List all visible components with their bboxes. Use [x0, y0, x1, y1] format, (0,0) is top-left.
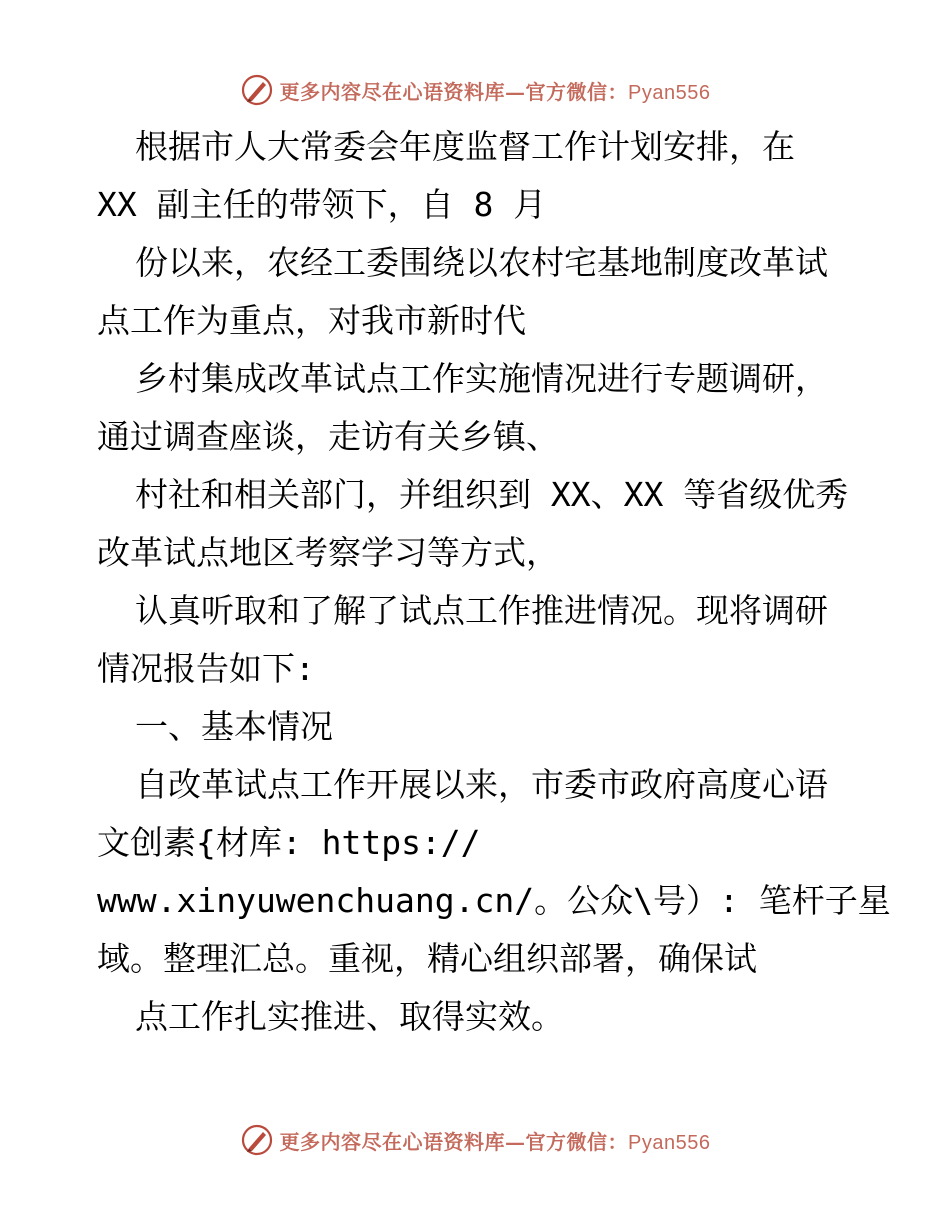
text-line: 点工作为重点，对我市新时代	[97, 301, 526, 340]
text-line: 通过调查座谈，走访有关乡镇、	[97, 417, 559, 456]
text-line: 文创素{材库: https://	[97, 823, 481, 862]
text-line: 根据市人大常委会年度监督工作计划安排，在	[135, 127, 795, 166]
text-line: 自改革试点工作开展以来，市委市政府高度心语	[135, 765, 828, 804]
footer-banner	[0, 1120, 950, 1160]
pen-logo-icon	[240, 73, 274, 107]
text-line: 份以来，农经工委围绕以农村宅基地制度改革试	[135, 243, 828, 282]
banner-label: 更多内容尽在心语资料库—官方微信：	[279, 1129, 629, 1154]
banner-wechat-id: Pyan556	[628, 81, 711, 104]
header-banner	[0, 70, 950, 110]
banner-wechat-id: Pyan556	[628, 1131, 711, 1154]
text-line: 乡村集成改革试点工作实施情况进行专题调研，	[135, 359, 828, 398]
banner-text	[280, 76, 711, 105]
text-line: 认真听取和了解了试点工作推进情况。现将调研	[135, 591, 828, 630]
text-line: 村社和相关部门，并组织到 XX、XX 等省级优秀	[135, 475, 849, 514]
banner-text	[280, 1126, 711, 1155]
text-line: 点工作扎实推进、取得实效。	[135, 997, 564, 1036]
text-line: www.xinyuwenchuang.cn/。公众\号）: 笔杆子星	[97, 881, 891, 920]
text-line: 情况报告如下:	[97, 649, 315, 688]
text-line: 改革试点地区考察学习等方式，	[97, 533, 559, 572]
text-line: XX 副主任的带领下，自 8 月	[97, 185, 547, 224]
pen-logo-icon	[240, 1123, 274, 1157]
document-body	[97, 118, 891, 1046]
section-heading: 一、基本情况	[135, 707, 333, 746]
banner-label: 更多内容尽在心语资料库—官方微信：	[279, 79, 629, 104]
text-line: 域。整理汇总。重视，精心组织部署，确保试	[97, 939, 757, 978]
